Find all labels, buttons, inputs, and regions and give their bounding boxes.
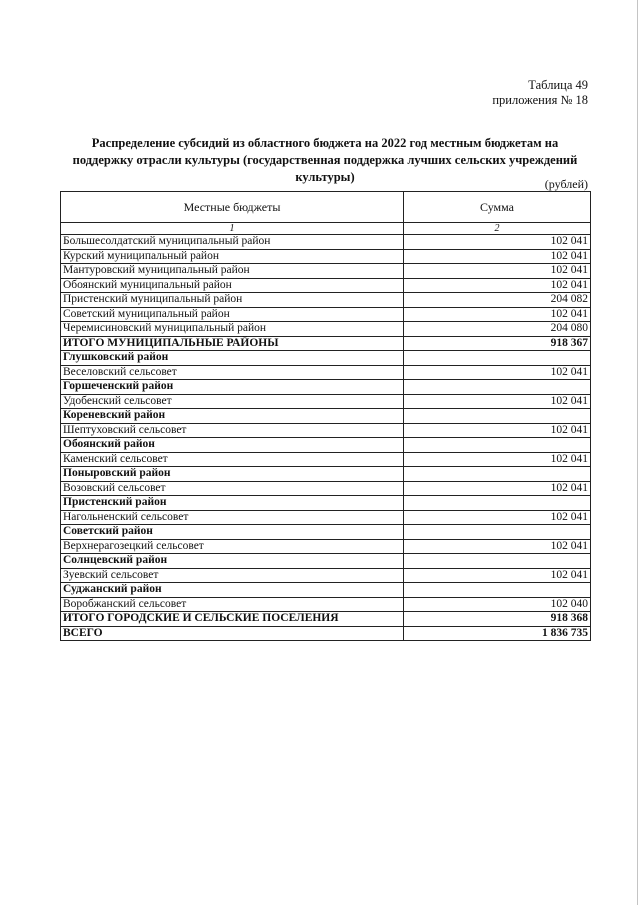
row-sum: 102 041 (404, 264, 591, 279)
row-name: ВСЕГО (61, 626, 404, 641)
table-header-row (61, 192, 591, 223)
table-row (61, 554, 591, 569)
table-label: Таблица 49 (528, 78, 588, 92)
table-row (61, 452, 591, 467)
row-sum: 204 082 (404, 293, 591, 308)
row-name: Обоянский муниципальный район (61, 278, 404, 293)
row-sum: 102 041 (404, 539, 591, 554)
table-row (61, 235, 591, 250)
row-name: Поныровский район (61, 467, 404, 482)
column-header-sum: Сумма (404, 192, 591, 223)
row-name: Каменский сельсовет (61, 452, 404, 467)
row-sum: 102 041 (404, 278, 591, 293)
row-name: Шептуховский сельсовет (61, 423, 404, 438)
table-row (61, 351, 591, 366)
table-row (61, 394, 591, 409)
row-name: Пристенский муниципальный район (61, 293, 404, 308)
row-sum: 204 080 (404, 322, 591, 337)
column-number-1: 1 (61, 223, 404, 235)
row-name: Советский район (61, 525, 404, 540)
column-header-budgets: Местные бюджеты (61, 192, 404, 223)
table-row (61, 307, 591, 322)
table-row (61, 438, 591, 453)
table-row (61, 510, 591, 525)
row-sum: 918 368 (404, 612, 591, 627)
table-row (61, 278, 591, 293)
row-name: Нагольненский сельсовет (61, 510, 404, 525)
row-name: Воробжанский сельсовет (61, 597, 404, 612)
table-row (61, 496, 591, 511)
table-row (61, 481, 591, 496)
row-sum: 102 041 (404, 365, 591, 380)
table-row (61, 293, 591, 308)
row-sum: 102 041 (404, 568, 591, 583)
table-row (61, 626, 591, 641)
row-sum: 102 041 (404, 423, 591, 438)
appendix-label: приложения № 18 (492, 93, 588, 107)
row-sum: 102 041 (404, 307, 591, 322)
table-row (61, 525, 591, 540)
row-sum: 102 041 (404, 394, 591, 409)
row-name: Верхнерагозецкий сельсовет (61, 539, 404, 554)
table-row (61, 380, 591, 395)
row-name: Пристенский район (61, 496, 404, 511)
row-name: Мантуровский муниципальный район (61, 264, 404, 279)
row-sum: 102 041 (404, 235, 591, 250)
table-row (61, 249, 591, 264)
table-row (61, 597, 591, 612)
row-sum (404, 409, 591, 424)
row-name: Кореневский район (61, 409, 404, 424)
row-sum (404, 438, 591, 453)
table-row (61, 539, 591, 554)
table-row (61, 423, 591, 438)
table-row (61, 583, 591, 598)
row-name: Солнцевский район (61, 554, 404, 569)
scan-edge-line (637, 0, 638, 905)
row-sum (404, 496, 591, 511)
budget-table (60, 191, 591, 641)
row-sum: 102 041 (404, 481, 591, 496)
row-name: Глушковский район (61, 351, 404, 366)
row-sum: 918 367 (404, 336, 591, 351)
row-name: ИТОГО МУНИЦИПАЛЬНЫЕ РАЙОНЫ (61, 336, 404, 351)
row-name: Удобенский сельсовет (61, 394, 404, 409)
row-sum (404, 351, 591, 366)
row-name: Курский муниципальный район (61, 249, 404, 264)
table-row (61, 568, 591, 583)
row-name: Возовский сельсовет (61, 481, 404, 496)
row-sum: 102 041 (404, 452, 591, 467)
row-name: Обоянский район (61, 438, 404, 453)
table-row (61, 336, 591, 351)
table-row (61, 409, 591, 424)
row-name: Суджанский район (61, 583, 404, 598)
row-sum (404, 554, 591, 569)
row-name: Черемисиновский муниципальный район (61, 322, 404, 337)
row-sum: 1 836 735 (404, 626, 591, 641)
row-name: Горшеченский район (61, 380, 404, 395)
row-name: ИТОГО ГОРОДСКИЕ И СЕЛЬСКИЕ ПОСЕЛЕНИЯ (61, 612, 404, 627)
row-sum (404, 583, 591, 598)
row-sum (404, 467, 591, 482)
row-name: Советский муниципальный район (61, 307, 404, 322)
row-sum: 102 041 (404, 510, 591, 525)
row-sum (404, 380, 591, 395)
table-row (61, 612, 591, 627)
row-name: Большесолдатский муниципальный район (61, 235, 404, 250)
appendix-header (492, 78, 588, 108)
table-row (61, 322, 591, 337)
row-sum: 102 041 (404, 249, 591, 264)
row-sum (404, 525, 591, 540)
row-name: Зуевский сельсовет (61, 568, 404, 583)
document-title: Распределение субсидий из областного бюджета на 2022 год местным бюджетам на поддержку отрасли культуры (государственная поддержка лучших сельских учреждений культуры) (72, 136, 578, 184)
table-row (61, 264, 591, 279)
units-label: (рублей) (544, 177, 588, 191)
table-row (61, 365, 591, 380)
column-number-row (61, 223, 591, 235)
column-number-2: 2 (404, 223, 591, 235)
row-name: Веселовский сельсовет (61, 365, 404, 380)
table-row (61, 467, 591, 482)
row-sum: 102 040 (404, 597, 591, 612)
